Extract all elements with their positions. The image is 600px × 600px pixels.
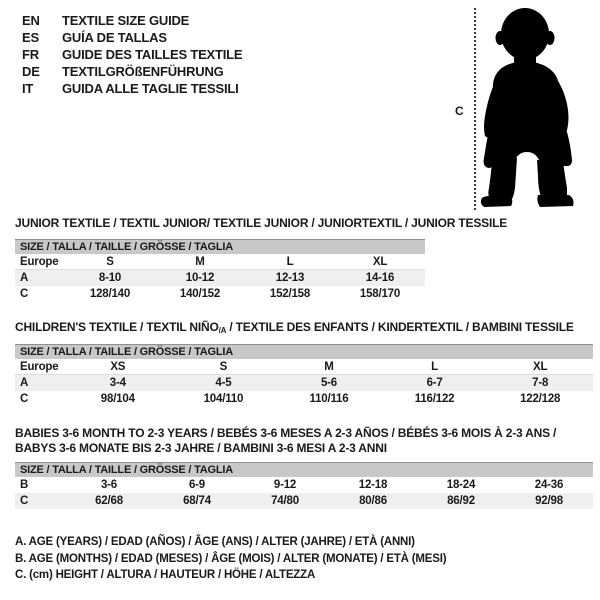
row-label: C [20,288,29,300]
babies-title-line2: BABYS 3-6 MONATE BIS 2-3 JAHRE / BAMBINI 3-6 MESI A 2-3 ANNI [15,441,387,455]
legend-line-a: A. AGE (YEARS) / EDAD (AÑOS) / ÂGE (ANS) / ALTER (JAHRE) / ETÀ (ANNI) [15,536,415,548]
children-title-sub: /A [218,326,227,335]
babies-table [15,462,593,509]
baby-silhouette-icon [477,4,595,212]
table-row [15,477,593,493]
lang-label: GUIDA ALLE TAGLIE TESSILI [62,81,239,96]
table-cell: 92/98 [535,495,563,507]
table-cell: 3-4 [109,377,126,389]
lang-row-fr [22,46,242,63]
lang-code: DE [22,64,40,79]
table-cell: 18-24 [446,479,476,491]
lang-label: TEXTILE SIZE GUIDE [62,13,190,28]
table-cell: L [286,256,294,268]
children-title-pre: CHILDREN'S TEXTILE / TEXTIL NIÑO [15,320,219,334]
table-cell: 12-18 [358,479,388,491]
table-cell: XS [110,361,126,373]
table-cell: M [195,256,205,268]
row-label: A [20,377,29,389]
legend-line-b: B. AGE (MONTHS) / EDAD (MESES) / ÂGE (MOIS) / ALTER (MONATE) / ETÀ (MESI) [15,552,447,565]
babies-size-header-bar: SIZE / TALLA / TAILLE / GRÖSSE / TAGLIA [15,462,593,477]
row-label: C [20,495,29,507]
table-cell: 74/80 [271,495,299,507]
table-cell: 3-6 [100,479,118,491]
row-label: Europe [20,256,59,268]
row-label: B [20,479,29,491]
table-row [15,286,425,302]
babies-table-title [15,426,556,456]
lang-row-es [22,29,242,46]
children-size-header-bar: SIZE / TALLA / TAILLE / GRÖSSE / TAGLIA [15,344,593,359]
babies-title-line1: BABIES 3-6 MONTH TO 2-3 YEARS / BEBÉS 3-6 MESES A 2-3 AÑOS / BÉBÉS 3-6 MOIS À 2-3 ANS / [15,426,557,440]
table-cell: M [324,361,334,373]
lang-label: TEXTILGRÖßENFÜHRUNG [62,64,224,79]
lang-label: GUÍA DE TALLAS [62,30,167,45]
table-cell: 6-7 [426,377,443,389]
row-label: A [20,272,29,284]
table-cell: 5-6 [320,377,337,389]
height-label: C [455,104,464,118]
table-cell: 24-36 [534,479,564,491]
table-row [15,254,425,270]
table-cell: 4-5 [215,377,232,389]
junior-table [15,239,425,302]
table-cell: 68/74 [183,495,211,507]
table-cell: XL [372,256,388,268]
children-table [15,344,593,407]
table-cell: 128/140 [89,288,131,300]
lang-code: EN [22,13,40,28]
table-cell: 62/68 [95,495,123,507]
lang-row-de [22,63,242,80]
table-cell: 158/170 [359,288,401,300]
lang-code: IT [22,81,34,96]
table-cell: 6-9 [188,479,206,491]
table-cell: 10-12 [185,272,215,284]
junior-table-title: JUNIOR TEXTILE / TEXTIL JUNIOR/ TEXTILE JUNIOR / JUNIORTEXTIL / JUNIOR TESSILE [15,216,508,230]
table-cell: 9-12 [273,479,297,491]
table-cell: 110/116 [309,393,349,405]
height-dotted-line [474,8,476,210]
table-row [15,270,425,286]
lang-code: ES [22,30,39,45]
legend-line-c: C. (cm) HEIGHT / ALTURA / HAUTEUR / HÖHE / ALTEZZA [15,569,316,581]
legend [15,534,446,584]
table-cell: 12-13 [275,272,305,284]
lang-code: FR [22,47,39,62]
table-cell: 80/86 [359,495,387,507]
table-cell: 104/110 [203,393,244,405]
children-table-title [15,320,574,338]
table-cell: 14-16 [365,272,395,284]
table-row [15,359,593,375]
children-title-post: / TEXTILE DES ENFANTS / KINDERTEXTIL / BAMBINI TESSILE [226,320,574,334]
table-cell: XL [533,361,548,373]
table-cell: L [431,361,438,373]
row-label: Europe [20,361,59,373]
table-row [15,391,593,407]
table-row [15,375,593,391]
table-cell: 140/152 [179,288,221,300]
table-cell: S [106,256,114,268]
table-row [15,493,593,509]
table-cell: S [219,361,228,373]
table-cell: 7-8 [532,377,549,389]
table-cell: 152/158 [269,288,311,300]
language-list [22,12,242,97]
lang-row-en [22,12,242,29]
table-cell: 116/122 [414,393,455,405]
table-cell: 8-10 [98,272,122,284]
row-label: C [20,393,29,405]
table-cell: 122/128 [520,393,561,405]
table-cell: 98/104 [100,393,135,405]
lang-row-it [22,80,242,97]
table-cell: 86/92 [447,495,475,507]
junior-size-header-bar: SIZE / TALLA / TAILLE / GRÖSSE / TAGLIA [15,239,425,254]
lang-label: GUIDE DES TAILLES TEXTILE [62,47,243,62]
